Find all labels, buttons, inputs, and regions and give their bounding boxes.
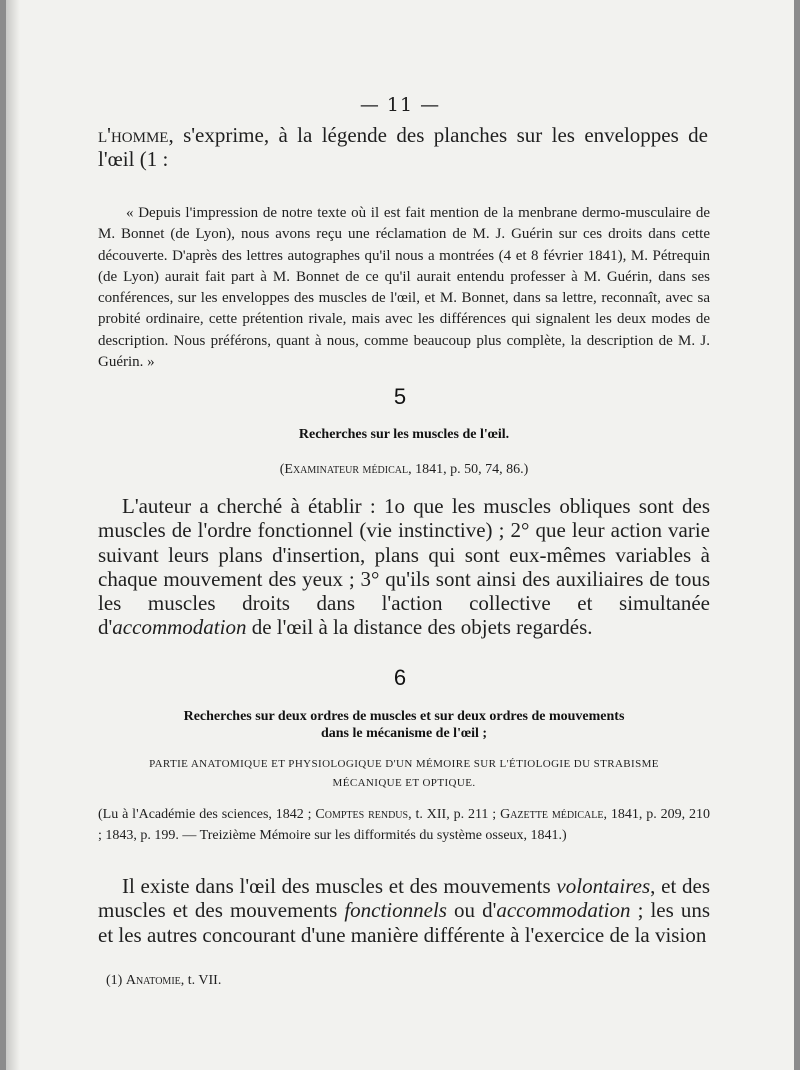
footnote xyxy=(106,973,221,989)
page-edge-shadow xyxy=(6,0,20,1070)
citation-text-c: , 1841, p. 209, 210 ; 1843, p. 199. — Treizième Mémoire sur les difformités du système osseux, 1841.) xyxy=(98,807,711,843)
intro-paragraph xyxy=(98,123,708,171)
section-6-emphasis-1: volontaires xyxy=(556,874,651,898)
section-6-text-b: , et des muscles et des mouvements xyxy=(98,874,710,923)
section-5-number: 5 xyxy=(393,384,407,409)
document-page xyxy=(6,0,794,1070)
section-6-emphasis-2: fonctionnels xyxy=(344,898,447,923)
footnote-mark: (1) xyxy=(106,973,126,988)
intro-text: , s'exprime, à la légende des planches sur les enveloppes de l'œil (1 : xyxy=(98,123,708,171)
section-6-subtitle-line-1: PARTIE ANATOMIQUE ET PHYSIOLOGIQUE D'UN MÉMOIRE SUR L'ÉTIOLOGIE DU STRABISME xyxy=(149,758,659,770)
section-6-subtitle-line-2: MÉCANIQUE ET OPTIQUE. xyxy=(332,777,476,789)
source-open: ( xyxy=(279,462,285,477)
section-6-emphasis-3: accommodation xyxy=(496,898,631,923)
section-6-number: 6 xyxy=(393,665,407,690)
footnote-source: Anatomie xyxy=(125,973,181,988)
section-6-title-line-2: dans le mécanisme de l'œil ; xyxy=(320,726,488,741)
page-number: — 11 — xyxy=(359,94,441,116)
section-6-text-c: ou d' xyxy=(446,898,497,923)
section-5-text-b: de l'œil à la distance des objets regardés. xyxy=(246,615,593,640)
section-6-subtitle xyxy=(98,755,710,793)
section-6-title-line-1: Recherches sur deux ordres de muscles et sur deux ordres de mouvements xyxy=(183,709,625,724)
section-6-text-d: ; les uns et les autres concourant d'une manière différente à l'exercice de la vision xyxy=(98,898,710,947)
intro-ref-word: l'homme xyxy=(98,123,169,147)
source-pages: , 1841, p. 50, 74, 86.) xyxy=(408,462,529,477)
section-5-emphasis: accommodation xyxy=(112,615,247,640)
citation-text-a: (Lu à l'Académie des sciences, 1842 ; xyxy=(98,807,316,822)
citation-gazette: Gazette médicale xyxy=(500,807,604,822)
section-5-title: Recherches sur les muscles de l'œil. xyxy=(298,427,510,442)
footnote-rest: , t. VII. xyxy=(180,973,222,988)
section-6-title xyxy=(98,708,710,742)
source-journal: Examinateur médical xyxy=(284,462,409,477)
section-5-source xyxy=(98,462,710,478)
section-5-paragraph xyxy=(98,494,710,640)
quote-paragraph: « Depuis l'impression de notre texte où il est fait mention de la menbrane dermo-musculaire de M. Bonnet (de Lyon), nous avons reçu une réclamation de M. J. Guérin sur ces droits dans cette découverte. D'après des lettres autographes qu'il nous a montrées (4 et 8 février 1841), M. Pétrequin (de Lyon) aurait fait part à M. Bonnet de ce qu'il aurait entendu professer à M. Guérin, dans ses conférences, sur les enveloppes des muscles de l'œil, et M. Bonnet, dans sa lettre, reconnaît, avec sa probité ordinaire, cette prétention rivale, mais avec les différences qui signalent les deux modes de description. Nous préférons, quant à nous, comme beaucoup plus complète, la description de M. J. Guérin. » xyxy=(98,205,710,371)
section-6-text-a: Il existe dans l'œil des muscles et des mouvements xyxy=(122,874,557,898)
citation-comptes-rendus: Comptes rendus xyxy=(315,807,409,822)
citation-text-b: , t. XII, p. 211 ; xyxy=(408,807,501,822)
section-5-text-a: L'auteur a cherché à établir : 1o que les muscles obliques sont des muscles de l'ordre fonctionnel (vie instinctive) ; 2° que leur action varie suivant leurs plans d'insertion, plans qui sont eux-mêmes variables à chaque mouvement des yeux ; 3° qu'ils sont ainsi des auxiliaires de tous les muscles droits dans l'action collective et simultanée d' xyxy=(98,494,710,640)
section-6-citation xyxy=(98,804,710,846)
section-6-paragraph xyxy=(98,874,710,947)
